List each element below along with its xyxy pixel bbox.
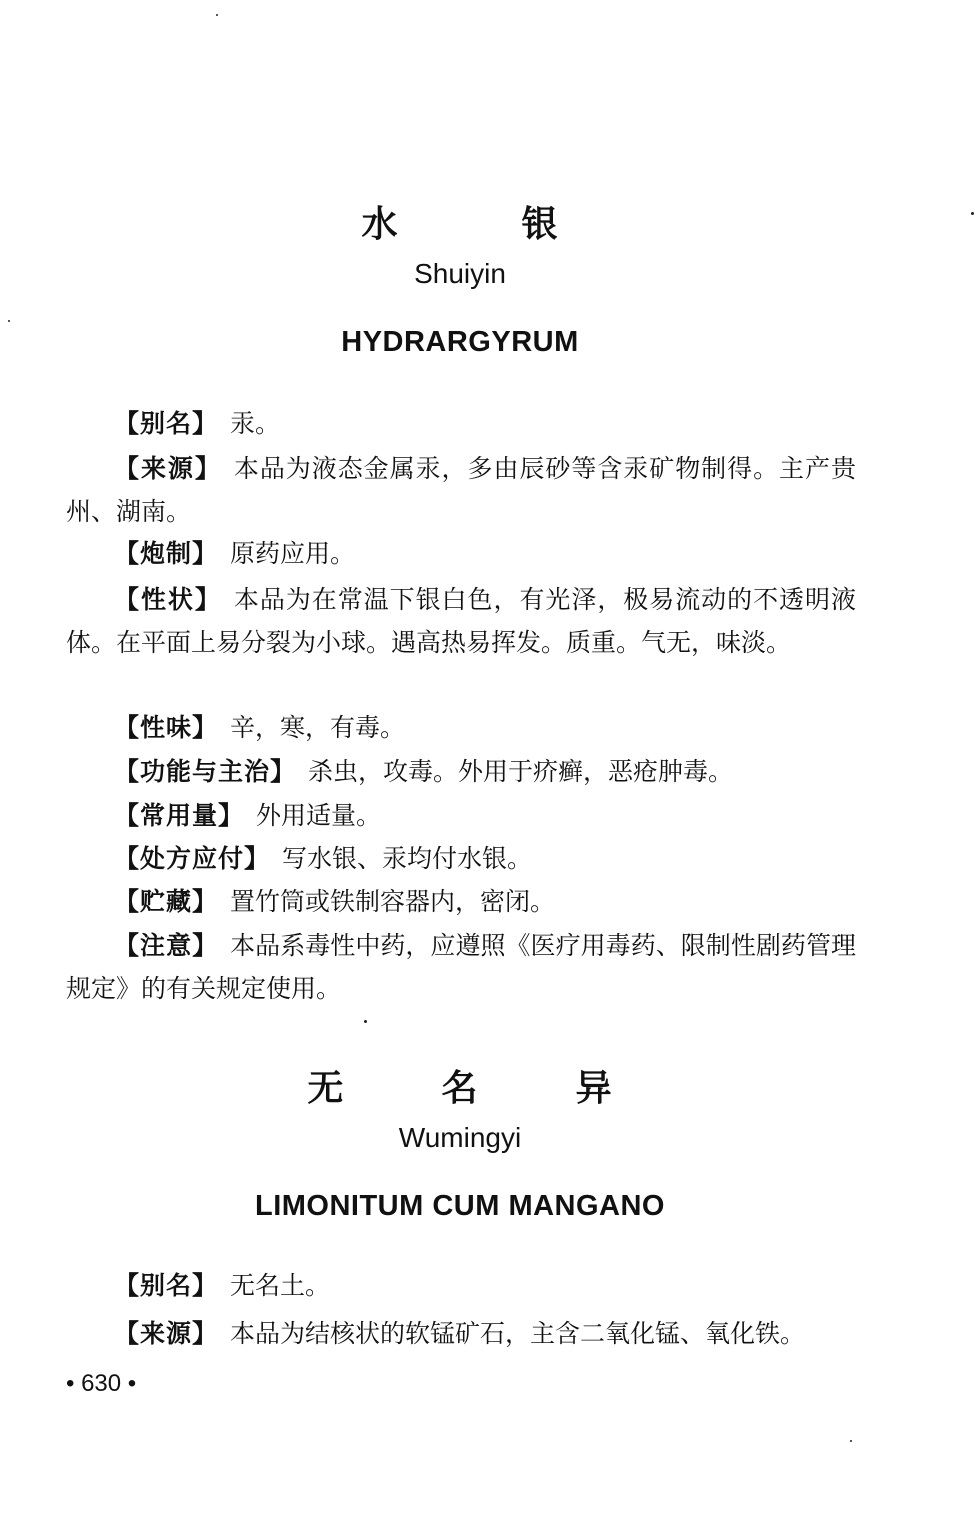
entry-functions bbox=[66, 750, 856, 793]
section-1-pinyin: Shuiyin bbox=[414, 258, 506, 289]
entry-alias bbox=[66, 402, 856, 445]
section-1-title bbox=[0, 196, 920, 247]
entry-label: 【贮藏】 bbox=[114, 887, 219, 916]
section-2-title-char: 异 bbox=[575, 1068, 613, 1109]
entry-prescription bbox=[66, 837, 856, 880]
entry-caution bbox=[66, 924, 856, 1010]
section-2-title-char: 无 bbox=[307, 1068, 345, 1109]
entry-label: 【来源】 bbox=[114, 454, 222, 483]
scan-speck bbox=[364, 1020, 367, 1023]
entry-dosage bbox=[66, 794, 856, 837]
entry-nature-flavor bbox=[66, 706, 856, 749]
entry-text: 写水银、汞均付水银。 bbox=[282, 844, 533, 873]
entry-label: 【性味】 bbox=[114, 713, 219, 742]
entry-text: 辛，寒，有毒。 bbox=[230, 713, 406, 742]
entry-label: 【功能与主治】 bbox=[114, 757, 297, 786]
section-2-latin-name: LIMONITUM CUM MANGANO bbox=[254, 1190, 665, 1222]
entry-label: 【别名】 bbox=[114, 409, 219, 438]
entry-text: 本品为在常温下银白色，有光泽，极易流动的不透明液体。在平面上易分裂为小球。遇高热易挥发。质重。气无，味淡。 bbox=[66, 585, 856, 657]
scan-speck bbox=[971, 212, 974, 215]
scan-speck bbox=[850, 1440, 852, 1442]
entry-text: 置竹筒或铁制容器内，密闭。 bbox=[230, 887, 556, 916]
entry-label: 【别名】 bbox=[114, 1271, 219, 1300]
entry-description bbox=[66, 578, 856, 664]
section-1-title-char: 水 bbox=[361, 204, 399, 245]
section-2-title-char: 名 bbox=[441, 1068, 479, 1109]
entry-processing bbox=[66, 532, 856, 575]
entry-label: 【炮制】 bbox=[114, 539, 219, 568]
scan-speck bbox=[8, 320, 10, 322]
section-2-pinyin: Wumingyi bbox=[398, 1122, 522, 1153]
scan-speck bbox=[216, 14, 218, 16]
entry-text: 原药应用。 bbox=[230, 539, 356, 568]
entry-text: 杀虫，攻毒。外用于疥癣，恶疮肿毒。 bbox=[308, 757, 734, 786]
entry-storage bbox=[66, 880, 856, 923]
entry-text: 外用适量。 bbox=[256, 801, 382, 830]
entry-label: 【来源】 bbox=[114, 1319, 219, 1348]
entry-text: 汞。 bbox=[230, 409, 281, 438]
entry-text: 无名土。 bbox=[230, 1271, 331, 1300]
entry-source bbox=[66, 1312, 856, 1355]
entry-label: 【性状】 bbox=[114, 585, 222, 614]
entry-text: 本品为结核状的软锰矿石，主含二氧化锰、氧化铁。 bbox=[230, 1319, 806, 1348]
section-1-title-char: 银 bbox=[521, 204, 559, 245]
entry-label: 【注意】 bbox=[114, 931, 219, 960]
entry-text: 本品为液态金属汞，多由辰砂等含汞矿物制得。主产贵州、湖南。 bbox=[66, 454, 856, 526]
entry-label: 【常用量】 bbox=[114, 801, 245, 830]
section-1-latin-name: HYDRARGYRUM bbox=[341, 326, 579, 358]
entry-label: 【处方应付】 bbox=[114, 844, 271, 873]
entry-text: 本品系毒性中药，应遵照《医疗用毒药、限制性剧药管理规定》的有关规定使用。 bbox=[66, 931, 856, 1003]
entry-source bbox=[66, 447, 856, 533]
page-number: • 630 • bbox=[66, 1370, 137, 1397]
section-2-title bbox=[0, 1060, 920, 1111]
entry-alias bbox=[66, 1264, 856, 1307]
